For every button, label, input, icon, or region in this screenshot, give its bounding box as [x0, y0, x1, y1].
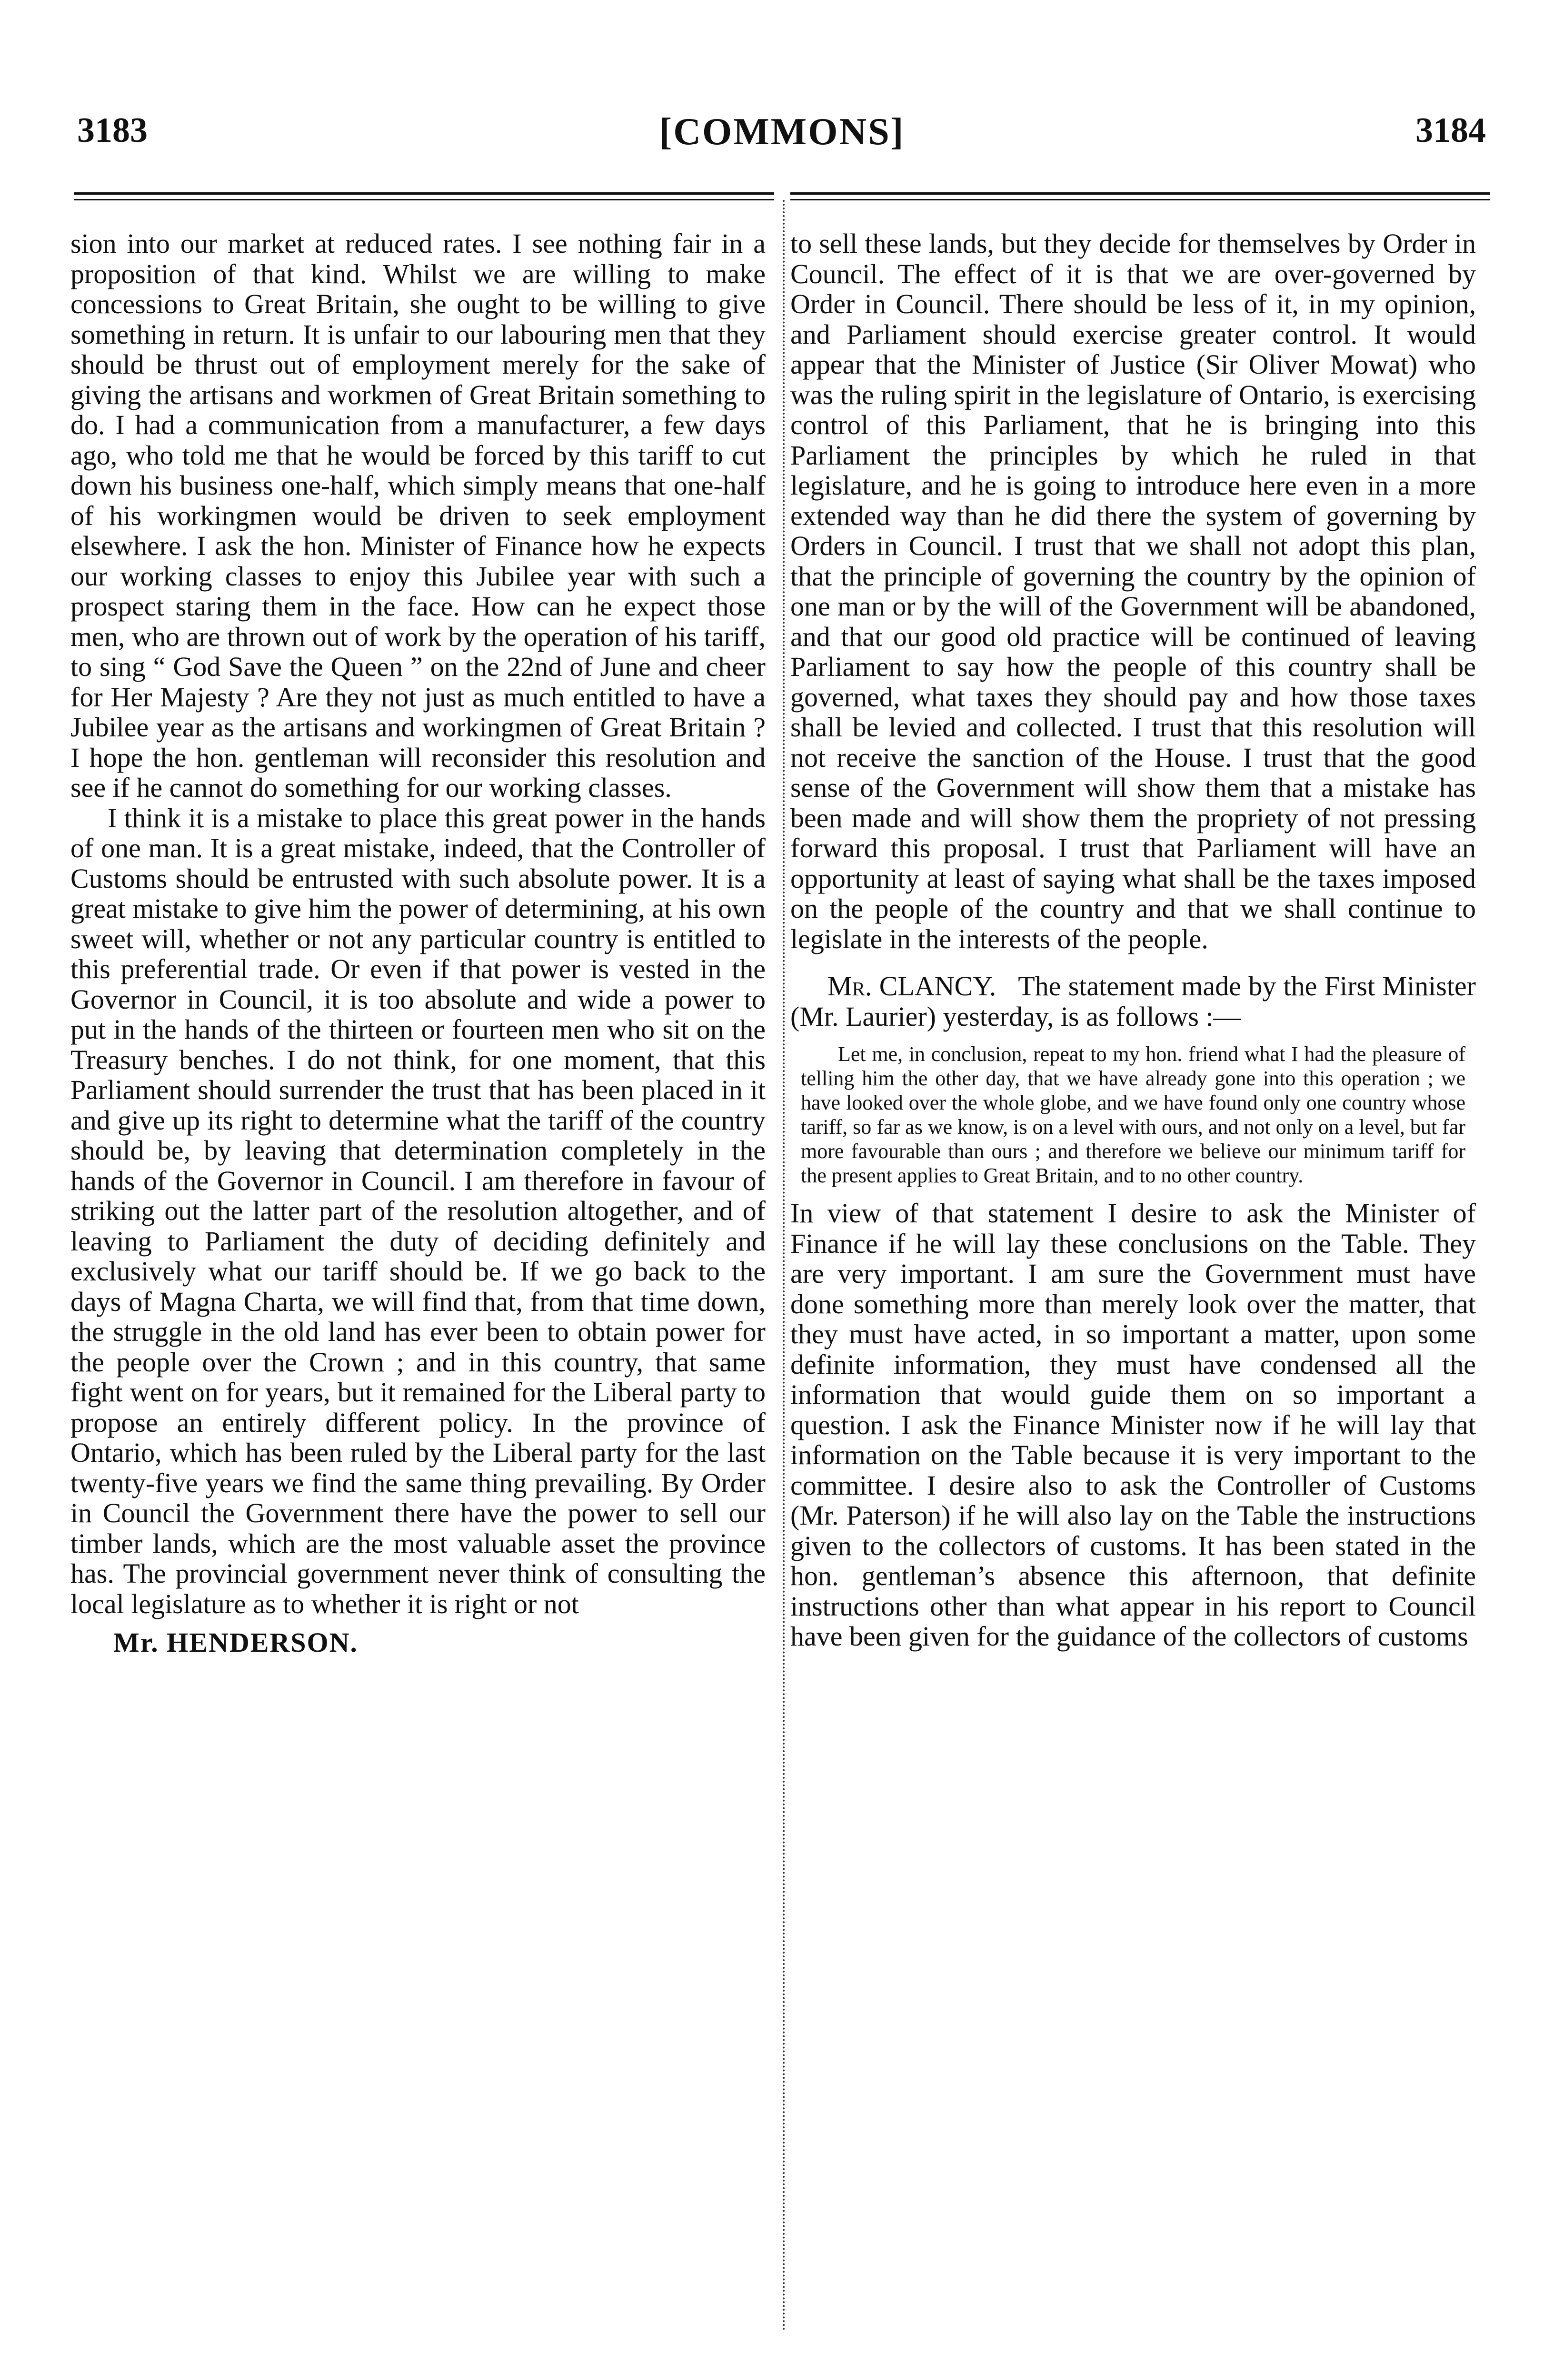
page-number-left: 3183: [77, 111, 148, 150]
left-paragraph-2: I think it is a mistake to place this great power in the hands of one man. It is a great mistake, indeed, that the Controller of Customs should be entrusted with such absolute power. It is a great mistake to give him the power of determining, at his own sweet will, whether or not any particular country is entitled to this preferential trade. Or even if that power is vested in the Governor in Council, it is too absolute and wide a power to put in the hands of the thirteen or fourteen men who sit on the Treasury benches. I do not think, for one moment, that this Parliament should surrender the trust that has been placed in it and give up its right to determine what the tariff of the country should be, by leaving that determination completely in the hands of the Governor in Council. I am therefore in favour of striking out the latter part of the resolution altogether, and of leaving to Parliament the duty of deciding definitely and exclusively what our tariff should be. If we go back to the days of Magna Charta, we will find that, from that time down, the struggle in the old land has ever been to obtain power for the people over the Crown ; and in this country, that same fight went on for years, but it remained for the Liberal party to propose an entirely different policy. In the province of Ontario, which has been ruled by the Liberal party for the last twenty-five years we find the same thing prevailing. By Order in Council the Government there have the power to sell our timber lands, which are the most valuable asset the province has. The provincial government never think of consulting the local legislature as to whether it is right or not: [70, 802, 766, 1619]
speech-opening: [790, 971, 1476, 1031]
left-paragraph-1: sion into our market at reduced rates. I see nothing fair in a proposition of that kind. Whilst we are willing to make concessions to Great Britain, she ought to be willing to give something in return. It is unfair to our labouring men that they should be thrust out of employment merely for the sake of giving the artisans and workmen of Great Britain something to do. I had a communication from a manufacturer, a few days ago, who told me that he would be forced by this tariff to cut down his business one-half, which simply means that one-half of his workingmen would be driven to seek employment elsewhere. I ask the hon. Minister of Finance how he expects our working classes to enjoy this Jubilee year with such a prospect staring them in the face. How can he expect those men, who are thrown out of work by the operation of his tariff, to sing “ God Save the Queen ” on the 22nd of June and cheer for Her Majesty ? Are they not just as much entitled to have a Jubilee year as the artisans and workingmen of Great Britain ? I hope the hon. gentleman will reconsider this resolution and see if he cannot do something for our working classes.: [70, 228, 766, 803]
right-paragraph-3: In view of that statement I desire to ask the Minister of Finance if he will lay these conclusions on the Table. They are very important. I am sure the Government must have done something more than merely look over the matter, that they must have acted, in so important a matter, upon some definite information, they must have condensed all the information that would guide them on so important a question. I ask the Finance Minister now if he will lay that information on the Table because it is very important to the committee. I desire also to ask the Controller of Customs (Mr. Paterson) if he will also lay on the Table the instructions given to the collectors of customs. It has been stated in the hon. gentleman’s absence this afternoon, that definite instructions other than what appear in his report to Council have been given for the guidance of the collectors of customs: [790, 1198, 1476, 1652]
column-divider: [783, 200, 785, 2332]
header-rule-top-right: [790, 192, 1490, 195]
speaker-name: Mr. CLANCY.: [827, 971, 996, 1002]
header-rule-top-left: [74, 192, 774, 195]
page-header: [0, 110, 1564, 168]
speaker-signature: Mr. HENDERSON.: [113, 1627, 359, 1658]
header-rule-bottom-right: [790, 199, 1490, 200]
right-column: [790, 228, 1476, 1652]
quoted-statement: Let me, in conclusion, repeat to my hon. friend what I had the pleasure of telling him the other day, that we have already gone into this operation ; we have looked over the whole globe, and we have found only one country whose tariff, so far as we know, is on a level with ours, and not only on a level, but far more favourable than ours ; and therefore we believe our minimum tariff for the present applies to Great Britain, and to no other country.: [801, 1042, 1465, 1187]
chamber-title: [COMMONS]: [659, 111, 905, 153]
left-column: [70, 228, 766, 1658]
right-paragraph-2: The statement made by the First Minister (Mr. Laurier) yesterday, is as follows :—: [790, 971, 1476, 1032]
page-number-right: 3184: [1415, 111, 1486, 150]
spacer: [790, 954, 1476, 971]
right-paragraph-1: to sell these lands, but they decide for themselves by Order in Council. The effect of it is that we are over-governed by Order in Council. There should be less of it, in my opinion, and Parliament should exercise greater control. It would appear that the Minister of Justice (Sir Oliver Mowat) who was the ruling spirit in the legislature of Ontario, is exercising control of this Parliament, that he is bringing into this Parliament the principles by which he ruled in that legislature, and he is going to introduce here even in a more extended way than he did there the system of governing by Orders in Council. I trust that we shall not adopt this plan, that the principle of governing the country by the opinion of one man or by the will of the Government will be abandoned, and that our good old practice will be continued of leaving Parliament to say how the people of this country shall be governed, what taxes they should pay and how those taxes shall be levied and collected. I trust that this resolution will not receive the sanction of the House. I trust that the good sense of the Government will show them that a mistake has been made and will show them the propriety of not pressing forward this proposal. I trust that Parliament will have an opportunity at least of saying what shall be the taxes imposed on the people of the country and that we shall continue to legislate in the interests of the people.: [790, 228, 1476, 954]
header-rule-bottom-left: [74, 199, 774, 200]
